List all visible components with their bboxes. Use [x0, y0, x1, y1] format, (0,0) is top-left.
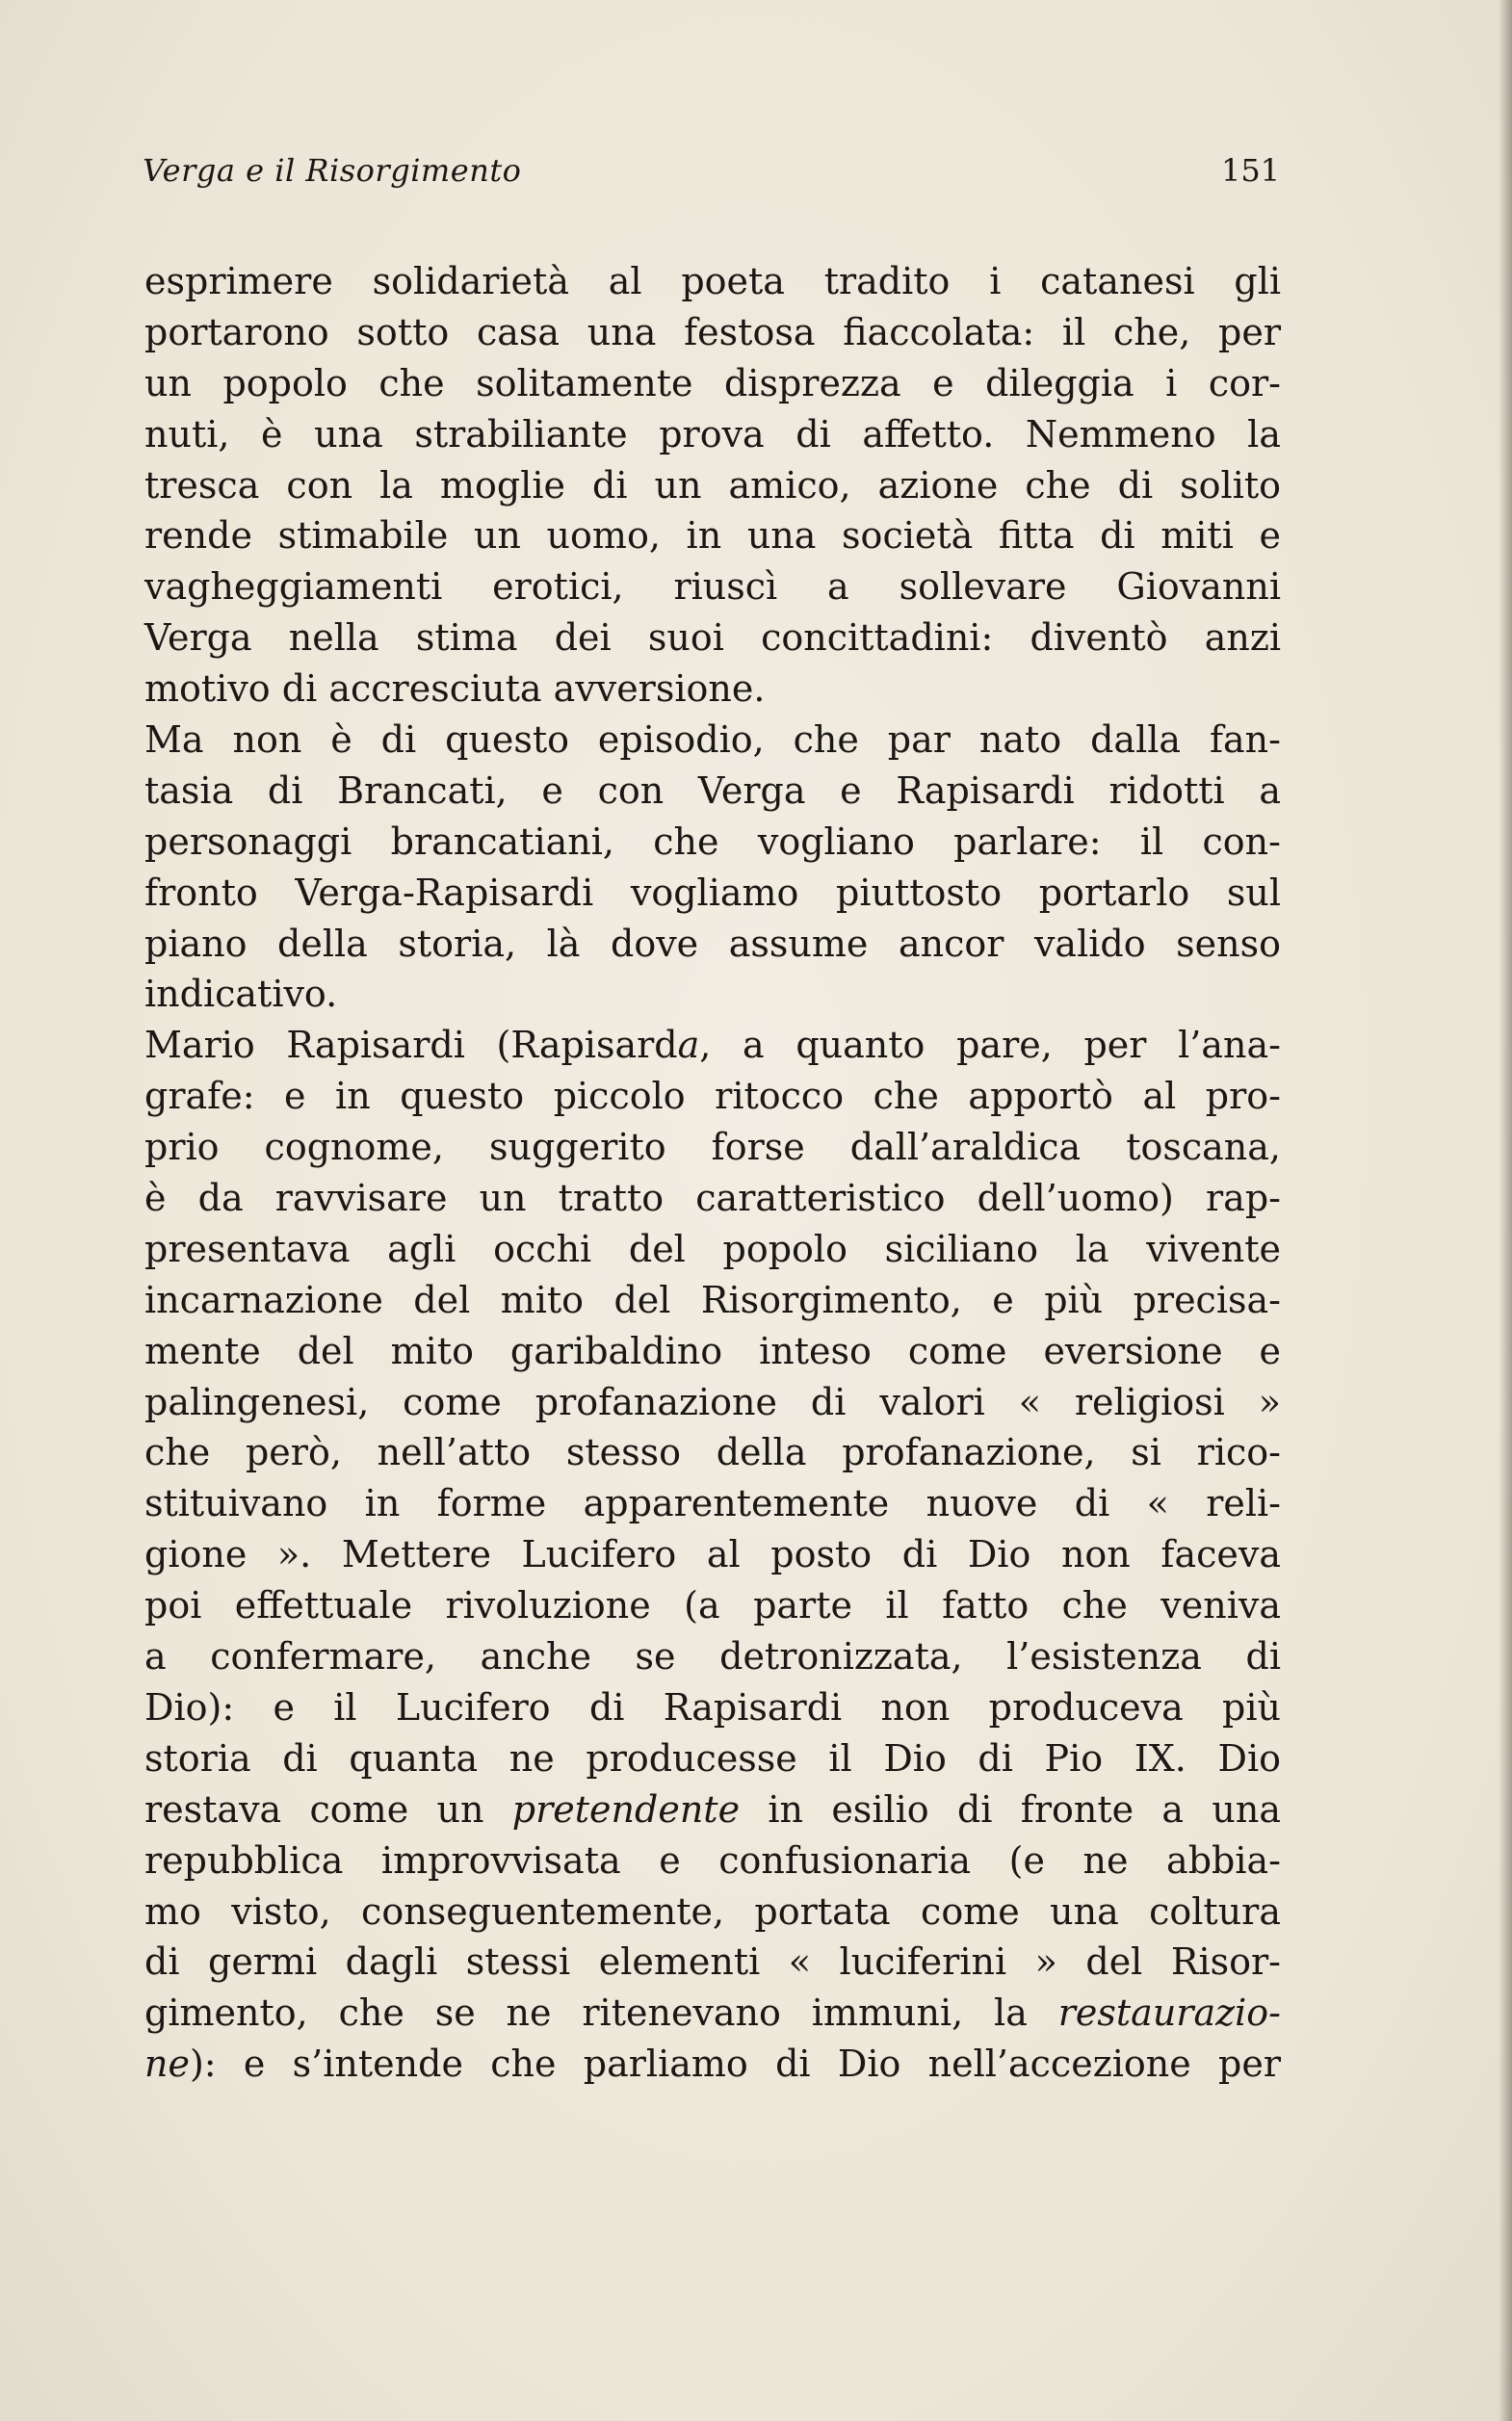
text-line: [144, 2039, 1281, 2090]
text-line: [144, 1122, 1281, 1173]
text-line: [144, 868, 1281, 919]
text-line: [144, 766, 1281, 817]
text-line: [144, 1529, 1281, 1580]
text-segment: vagheggiamenti erotici, riuscì a sollevare Giovanni: [144, 565, 1281, 609]
text-line: [144, 1224, 1281, 1275]
text-line: [144, 1631, 1281, 1682]
text-line: [144, 1682, 1281, 1733]
text-line: [144, 1275, 1281, 1326]
text-segment: prio cognome, suggerito forse dall’araldica toscana,: [144, 1126, 1281, 1169]
text-line: [144, 1988, 1281, 2039]
text-segment: gimento, che se ne ritenevano immuni, la: [144, 1991, 1058, 2035]
text-segment: rende stimabile un uomo, in una società fitta di miti e: [144, 514, 1281, 558]
text-line: [144, 664, 1281, 715]
page-number: 151: [1221, 152, 1281, 189]
text-line: [144, 510, 1281, 561]
text-line: [144, 1427, 1281, 1478]
text-segment: presentava agli occhi del popolo siciliano la vivente: [144, 1227, 1281, 1270]
text-line: [144, 409, 1281, 460]
text-segment: repubblica improvvisata e confusionaria (e ne abbia-: [144, 1838, 1281, 1882]
text-segment: mente del mito garibaldino inteso come eversione e: [144, 1329, 1281, 1372]
text-line: [144, 715, 1281, 766]
text-line: [144, 969, 1281, 1020]
text-line: [144, 460, 1281, 511]
text-line: [144, 1887, 1281, 1938]
text-line: [144, 1020, 1281, 1071]
text-segment: un popolo che solitamente disprezza e dileggia i cor-: [144, 361, 1281, 404]
text-line: [144, 1835, 1281, 1887]
text-segment: Mario Rapisardi (Rapisard: [144, 1024, 678, 1067]
text-line: [144, 256, 1281, 307]
text-segment: Ma non è di questo episodio, che par nato dalla fan-: [144, 718, 1281, 762]
text-line: [144, 1580, 1281, 1631]
text-segment: a confermare, anche se detronizzata, l’esistenza di: [144, 1635, 1281, 1679]
text-segment: portarono sotto casa una festosa fiaccolata: il che, per: [144, 310, 1281, 353]
italic-text-segment: restaurazio-: [1057, 1991, 1281, 2035]
text-segment: esprimere solidarietà al poeta tradito i catanesi gli: [144, 260, 1281, 302]
text-line: [144, 1071, 1281, 1122]
text-segment: incarnazione del mito del Risorgimento, e più precisa-: [144, 1278, 1281, 1321]
text-segment: di germi dagli stessi elementi « luciferini » del Risor-: [144, 1940, 1281, 1984]
italic-text-segment: pretendente: [511, 1787, 741, 1831]
text-segment: in esilio di fronte a una: [740, 1787, 1281, 1831]
text-segment: fronto Verga-Rapisardi vogliamo piuttosto portarlo sul: [144, 871, 1281, 914]
text-segment: Dio): e il Lucifero di Rapisardi non produceva più: [144, 1685, 1281, 1729]
text-line: [144, 1937, 1281, 1988]
running-title: Verga e il Risorgimento: [143, 152, 522, 189]
text-line: [144, 1173, 1281, 1224]
text-line: [144, 817, 1281, 868]
text-segment: restava come un: [144, 1787, 512, 1831]
text-segment: , a quanto pare, per l’ana-: [699, 1024, 1281, 1067]
text-segment: Verga nella stima dei suoi concittadini: diventò anzi: [144, 616, 1281, 660]
text-line: [144, 307, 1281, 358]
text-segment: mo visto, conseguentemente, portata come una coltura: [144, 1889, 1281, 1933]
text-line: [144, 919, 1281, 970]
text-segment: è da ravvisare un tratto caratteristico dell’uomo) rap-: [144, 1177, 1281, 1220]
body-text: [144, 256, 1281, 2090]
text-segment: stituivano in forme apparentemente nuove di « reli-: [144, 1482, 1281, 1525]
text-line: [144, 1377, 1281, 1428]
page-edge-shadow: [1499, 0, 1512, 2421]
text-segment: che però, nell’atto stesso della profanazione, si rico-: [144, 1431, 1281, 1474]
italic-text-segment: ne: [144, 2043, 190, 2086]
text-line: [144, 358, 1281, 409]
text-segment: nuti, è una strabiliante prova di affetto. Nemmeno la: [144, 412, 1281, 456]
text-segment: piano della storia, là dove assume ancor valido senso: [144, 922, 1281, 965]
text-segment: palingenesi, come profanazione di valori « religiosi »: [144, 1380, 1281, 1423]
text-segment: storia di quanta ne producesse il Dio di Pio IX. Dio: [144, 1736, 1281, 1780]
text-segment: motivo di accresciuta avversione.: [144, 667, 766, 711]
text-segment: tasia di Brancati, e con Verga e Rapisardi ridotti a: [144, 768, 1281, 812]
text-segment: grafe: e in questo piccolo ritocco che apportò al pro-: [144, 1075, 1281, 1118]
text-segment: indicativo.: [144, 973, 338, 1016]
text-segment: poi effettuale rivoluzione (a parte il fatto che veniva: [144, 1584, 1281, 1627]
text-line: [144, 1733, 1281, 1784]
italic-text-segment: a: [677, 1024, 700, 1067]
text-segment: tresca con la moglie di un amico, azione che di solito: [144, 463, 1281, 507]
text-line: [144, 561, 1281, 612]
text-segment: ): e s’intende che parliamo di Dio nell’accezione per: [189, 2043, 1281, 2086]
text-line: [144, 1784, 1281, 1835]
text-segment: personaggi brancatiani, che vogliano parlare: il con-: [144, 820, 1281, 863]
text-line: [144, 1478, 1281, 1529]
text-line: [144, 612, 1281, 664]
text-line: [144, 1326, 1281, 1377]
text-segment: gione ». Mettere Lucifero al posto di Dio non faceva: [144, 1533, 1281, 1576]
